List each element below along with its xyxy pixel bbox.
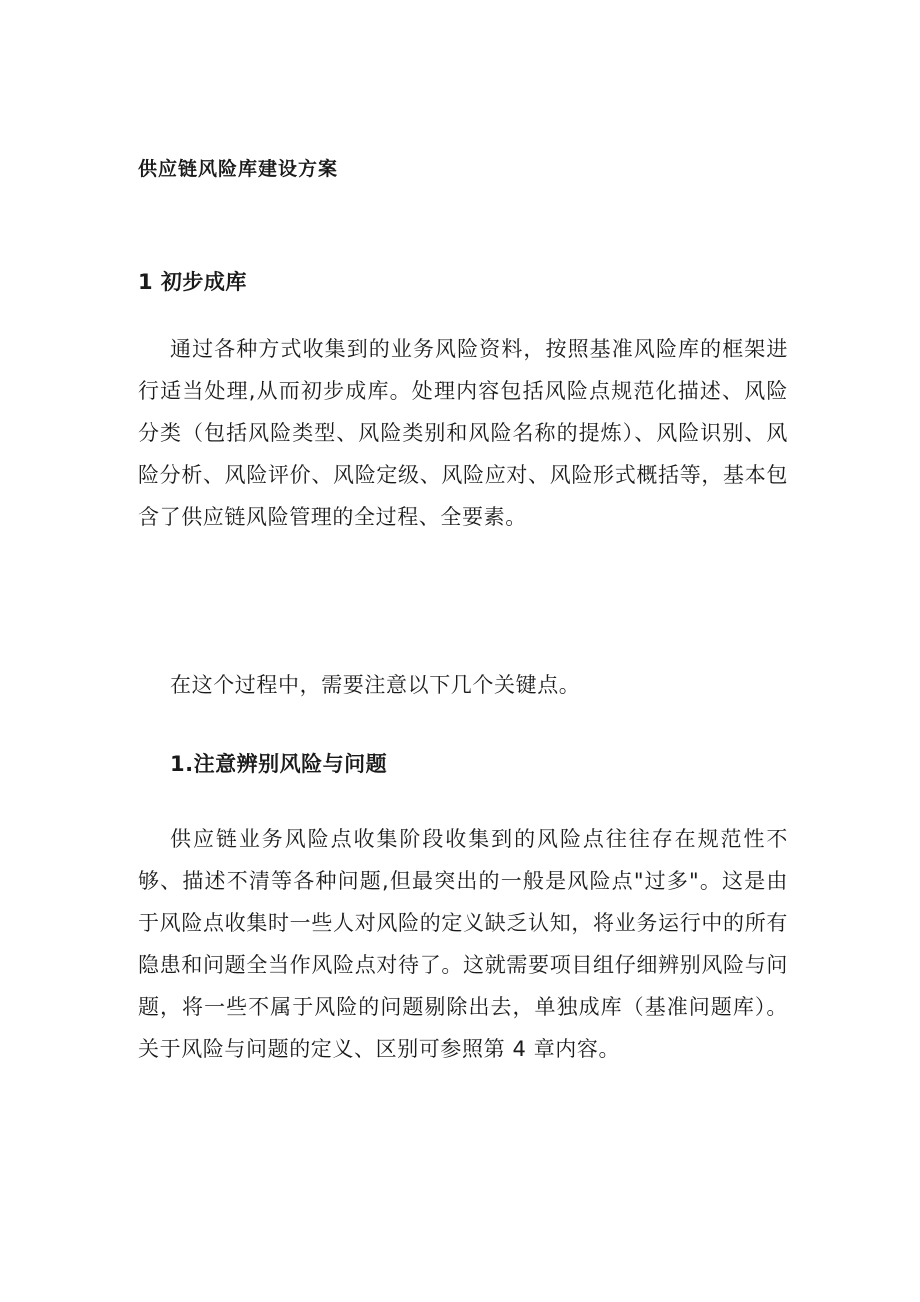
paragraph: 供应链业务风险点收集阶段收集到的风险点往往存在规范性不够、描述不清等各种问题,但最突出的一般是风险点"过多"。这是由于风险点收集时一些人对风险的定义缺乏认知，将业务运行中的所有隐患和问题全当作风险点对待了。这就需要项目组仔细辨别风险与问题，将一些不属于风险的问题剔除出去，单独成库（基准问题库）。关于风险与问题的定义、区别可参照第 4 章内容。 <box>138 827 788 1061</box>
subsection-heading: 1.注意辨别风险与问题 <box>170 752 388 776</box>
paragraph: 通过各种方式收集到的业务风险资料，按照基准风险库的框架进行适当处理,从而初步成库。处理内容包括风险点规范化描述、风险分类（包括风险类型、风险类别和风险名称的提炼）、风险识别、风险分析、风险评价、风险定级、风险应对、风险形式概括等，基本包含了供应链风险管理的全过程、全要素。 <box>138 337 788 529</box>
paragraph: 在这个过程中，需要注意以下几个关键点。 <box>170 673 581 697</box>
section-heading: 1 初步成库 <box>138 270 247 294</box>
document-title: 供应链风险库建设方案 <box>138 158 339 180</box>
